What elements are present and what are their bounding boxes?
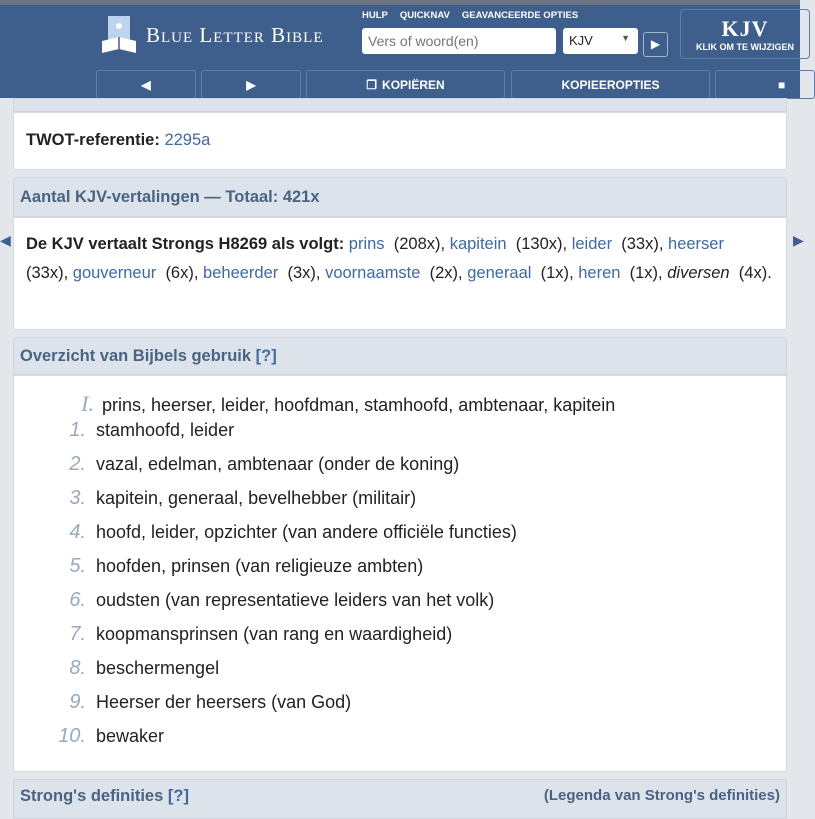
outline-item: 7. koopmansprinsen (van rang en waardigheid) [69, 623, 453, 645]
search-input[interactable] [362, 28, 556, 54]
translation-count: (33x) [26, 264, 64, 282]
translation-count: (2x) [429, 264, 459, 282]
outline-item: 2. vazal, edelman, ambtenaar (onder de koning) [69, 453, 460, 475]
outline-item: 3. kapitein, generaal, bevelhebber (militair) [69, 487, 417, 509]
version-select[interactable]: KJV ▼ [563, 28, 638, 54]
translation-count: (3x) [287, 264, 316, 282]
outline-item: 4. hoofd, leider, opzichter (van andere officiële functies) [69, 521, 517, 543]
translation-count: (33x) [621, 235, 659, 253]
help-link[interactable]: [?] [255, 346, 277, 365]
kjv-section: De KJV vertaalt Strongs H8269 als volgt: prins (208x), kapitein (130x), leider (33x), heerser (33x), gouverneur (6x), beheerder (3x), voornaamste (2x), generaal (1x), heren (1x), diversen (4x). [13, 217, 787, 330]
copy-icon: ❐ [366, 77, 378, 92]
translation-count: (208x) [393, 235, 441, 253]
twot-link[interactable]: 2295a [164, 131, 211, 149]
twot-section: TWOT-referentie: 2295a [13, 112, 787, 170]
translation-link[interactable]: prins [348, 235, 385, 253]
translation-link[interactable]: gouverneur [72, 264, 157, 282]
bible-logo-icon [100, 15, 138, 55]
copy-button[interactable]: ❐ KOPIËREN [306, 70, 505, 99]
kjv-header: Aantal KJV-vertalingen — Totaal: 421x [13, 177, 787, 217]
outline-item: 6. oudsten (van representatieve leiders van het volk) [69, 589, 495, 611]
outline-item: 10. bewaker [58, 725, 165, 747]
translation-link[interactable]: heerser [668, 235, 724, 253]
prev-side-arrow-icon[interactable]: ◀ [0, 232, 11, 248]
section-header-partial [13, 98, 787, 112]
translation-count: (6x) [165, 264, 194, 282]
translation-link[interactable]: voornaamste [325, 264, 421, 282]
next-side-arrow-icon[interactable]: ▶ [793, 232, 804, 248]
outline-section: I. prins, heerser, leider, hoofdman, stamhoofd, ambtenaar, kapitein 1. stamhoofd, leider 2. vazal, edelman, ambtenaar (onder de koning) 3. kapitein, generaal, bevelhebber (militair) 4. hoofd, leider, opzichter (van andere officiële functies) 5. hoofden, prinsen (van religieuze ambten) 6. oudsten (van representatieve leiders van het volk) 7. koopmansprinsen (van rang en waardigheid) 8. beschermengel 9. Heerser der heersers (van God) 10. bewaker [13, 375, 787, 772]
square-icon: ■ [778, 77, 786, 92]
translation-link[interactable]: heren [578, 264, 621, 282]
search-go-button[interactable]: ▶ [643, 32, 668, 57]
translation-count: (1x) [629, 264, 659, 282]
outline-header: Overzicht van Bijbels gebruik [?] [13, 337, 787, 375]
advanced-options-link[interactable]: GEAVANCEERDE OPTIES [461, 10, 579, 21]
strongs-header: Strong's definities [?] (Legenda van Strong's definities) [13, 779, 787, 819]
help-link[interactable]: HULP [362, 10, 388, 21]
site-header [0, 5, 800, 98]
translation-link[interactable]: kapitein [449, 235, 507, 253]
version-change-button[interactable]: KJV KLIK OM TE WIJZIGEN [680, 9, 810, 59]
prev-button[interactable]: ◀ [96, 70, 196, 99]
help-link[interactable]: [?] [167, 787, 189, 805]
next-button[interactable]: ▶ [201, 70, 301, 99]
more-button[interactable] [715, 70, 815, 99]
translation-link[interactable]: beheerder [203, 264, 279, 282]
outline-item: 1. stamhoofd, leider [69, 419, 235, 441]
outline-item: 8. beschermengel [69, 657, 220, 679]
quicknav-link[interactable]: QUICKNAV [399, 10, 450, 21]
copy-options-button[interactable]: KOPIEEROPTIES [511, 70, 710, 99]
outline-item: 5. hoofden, prinsen (van religieuze ambten) [69, 555, 424, 577]
dropdown-caret-icon: ▼ [621, 33, 630, 43]
logo[interactable]: Blue Letter Bible [100, 15, 323, 55]
translation-misc: diversen [667, 264, 730, 282]
translation-count: (130x) [515, 235, 563, 253]
legend-link[interactable]: (Legenda van Strong's definities) [543, 787, 780, 804]
translation-link[interactable]: generaal [467, 264, 532, 282]
translation-count: (1x) [540, 264, 570, 282]
translation-count: (4x) [738, 264, 768, 282]
translation-link[interactable]: leider [571, 235, 613, 253]
outline-item: 9. Heerser der heersers (van God) [69, 691, 352, 713]
